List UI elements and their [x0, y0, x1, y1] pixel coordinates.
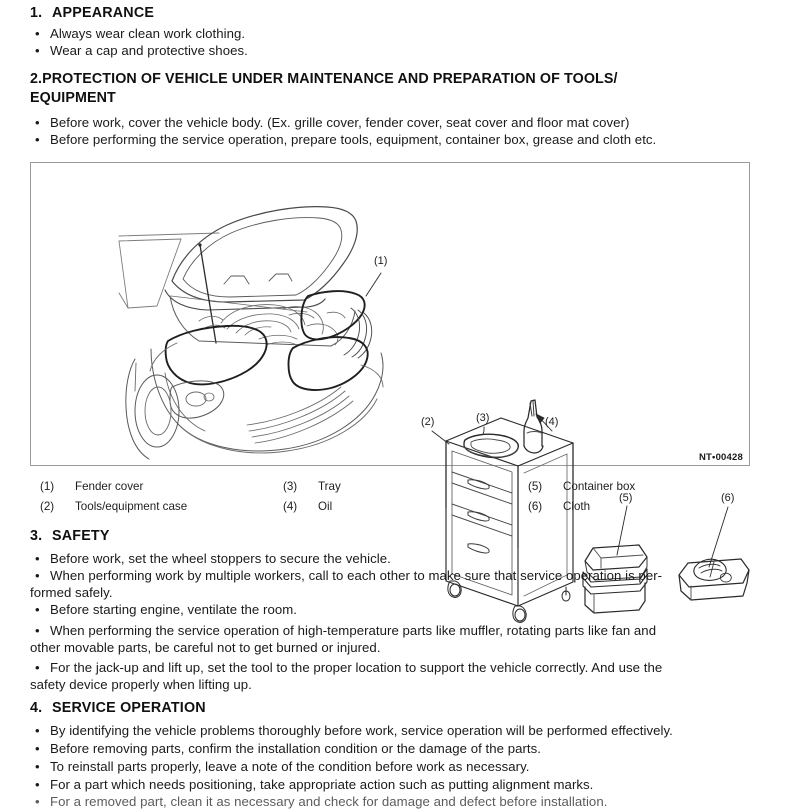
section-title-line1: PROTECTION OF VEHICLE UNDER MAINTENANCE AND PREPARATION OF TOOLS/ [42, 71, 618, 87]
section-heading-line-1 [30, 70, 770, 89]
bullet-text: For a part which needs positioning, take appropriate action such as putting alignment marks. [50, 777, 594, 792]
bullet-item [35, 777, 775, 794]
bullet-item [35, 660, 770, 677]
callout-label-3: (3) [476, 412, 490, 424]
section-number: 2. [30, 71, 43, 87]
bullet-text: For the jack-up and lift up, set the tool to the proper location to support the vehicle correctly. And use the [50, 660, 663, 675]
section-number: 4. [30, 700, 43, 716]
bullet-text: When performing work by multiple workers, call to each other to make sure that service operation is per- [50, 568, 663, 583]
legend-number: (3) [283, 480, 298, 493]
bullet-dot: • [35, 723, 40, 738]
bullet-dot: • [35, 777, 40, 792]
legend-number: (6) [528, 500, 543, 513]
callout-label-5: (5) [619, 492, 633, 504]
section-heading-service-operation [30, 700, 206, 717]
section-title: SERVICE OPERATION [52, 700, 206, 716]
bullet-dot: • [35, 568, 40, 583]
legend-label: Container box [563, 480, 636, 493]
bullet-text: By identifying the vehicle problems thoroughly before work, service operation will be performed effectively. [50, 723, 673, 738]
bullet-text: When performing the service operation of high-temperature parts like muffler, rotating parts like fan and [50, 623, 657, 638]
legend-label: Tray [318, 480, 341, 493]
bullet-dot: • [35, 660, 40, 675]
bullet-item [35, 132, 770, 149]
bullet-item [35, 551, 765, 568]
bullet-text: safety device properly when lifting up. [30, 677, 252, 692]
bullet-text: For a removed part, clean it as necessary and check for damage and defect before installation. [50, 794, 608, 809]
legend-number: (5) [528, 480, 543, 493]
bullet-continuation [30, 585, 765, 602]
bullet-text: Before work, cover the vehicle body. (Ex. grille cover, fender cover, seat cover and floor mat cover) [50, 115, 630, 130]
bullet-text: Before starting engine, ventilate the room. [50, 602, 297, 617]
callout-label-2: (2) [421, 416, 435, 428]
bullet-continuation [30, 640, 765, 657]
bullet-item [35, 568, 770, 585]
bullet-text: Wear a cap and protective shoes. [50, 43, 248, 58]
callout-label-6: (6) [721, 492, 735, 504]
bullet-item [35, 623, 770, 640]
bullet-text: formed safely. [30, 585, 113, 600]
bullet-item [35, 741, 775, 758]
legend-number: (1) [40, 480, 55, 493]
section-title: SAFETY [52, 528, 110, 544]
legend-label: Oil [318, 500, 333, 513]
bullet-dot: • [35, 132, 40, 147]
bullet-item [35, 759, 775, 776]
bullet-item [35, 43, 755, 60]
bullet-item [35, 723, 775, 740]
callout-label-4: (4) [545, 416, 559, 428]
section-number: 3. [30, 528, 43, 544]
legend-number: (4) [283, 500, 298, 513]
legend-label: Tools/equipment case [75, 500, 188, 513]
bullet-item [35, 602, 765, 619]
bullet-text: Before removing parts, confirm the installation condition or the damage of the parts. [50, 741, 541, 756]
section-heading-line-2: EQUIPMENT [30, 90, 116, 106]
bullet-text: Before performing the service operation, prepare tools, equipment, container box, grease and cloth etc. [50, 132, 657, 147]
bullet-dot: • [35, 759, 40, 774]
legend-label: Cloth [563, 500, 591, 513]
bullet-text: Always wear clean work clothing. [50, 26, 246, 41]
bullet-dot: • [35, 551, 40, 566]
figure-legend [30, 478, 770, 518]
bullet-continuation [30, 677, 765, 694]
bullet-dot: • [35, 43, 40, 58]
bullet-dot: • [35, 623, 40, 638]
figure-code-label: NT•00428 [698, 452, 743, 463]
bullet-dot: • [35, 741, 40, 756]
section-heading-safety [30, 528, 110, 545]
bullet-item [35, 26, 755, 43]
legend-number: (2) [40, 500, 55, 513]
bullet-item [35, 115, 765, 132]
section-heading-appearance [30, 5, 154, 22]
bullet-dot: • [35, 602, 40, 617]
bullet-text: other movable parts, be careful not to get burned or injured. [30, 640, 381, 655]
bullet-dot: • [35, 115, 40, 130]
bullet-item-cutoff [35, 794, 775, 811]
bullet-text: Before work, set the wheel stoppers to secure the vehicle. [50, 551, 391, 566]
section-number: 1. [30, 5, 43, 21]
bullet-dot: • [35, 26, 40, 41]
bullet-dot: • [35, 794, 40, 809]
section-title: APPEARANCE [52, 5, 155, 21]
bullet-text: To reinstall parts properly, leave a note of the condition before work as necessary. [50, 759, 530, 774]
section-heading-protection [30, 70, 770, 108]
legend-label: Fender cover [75, 480, 144, 493]
callout-label-1: (1) [374, 255, 388, 267]
